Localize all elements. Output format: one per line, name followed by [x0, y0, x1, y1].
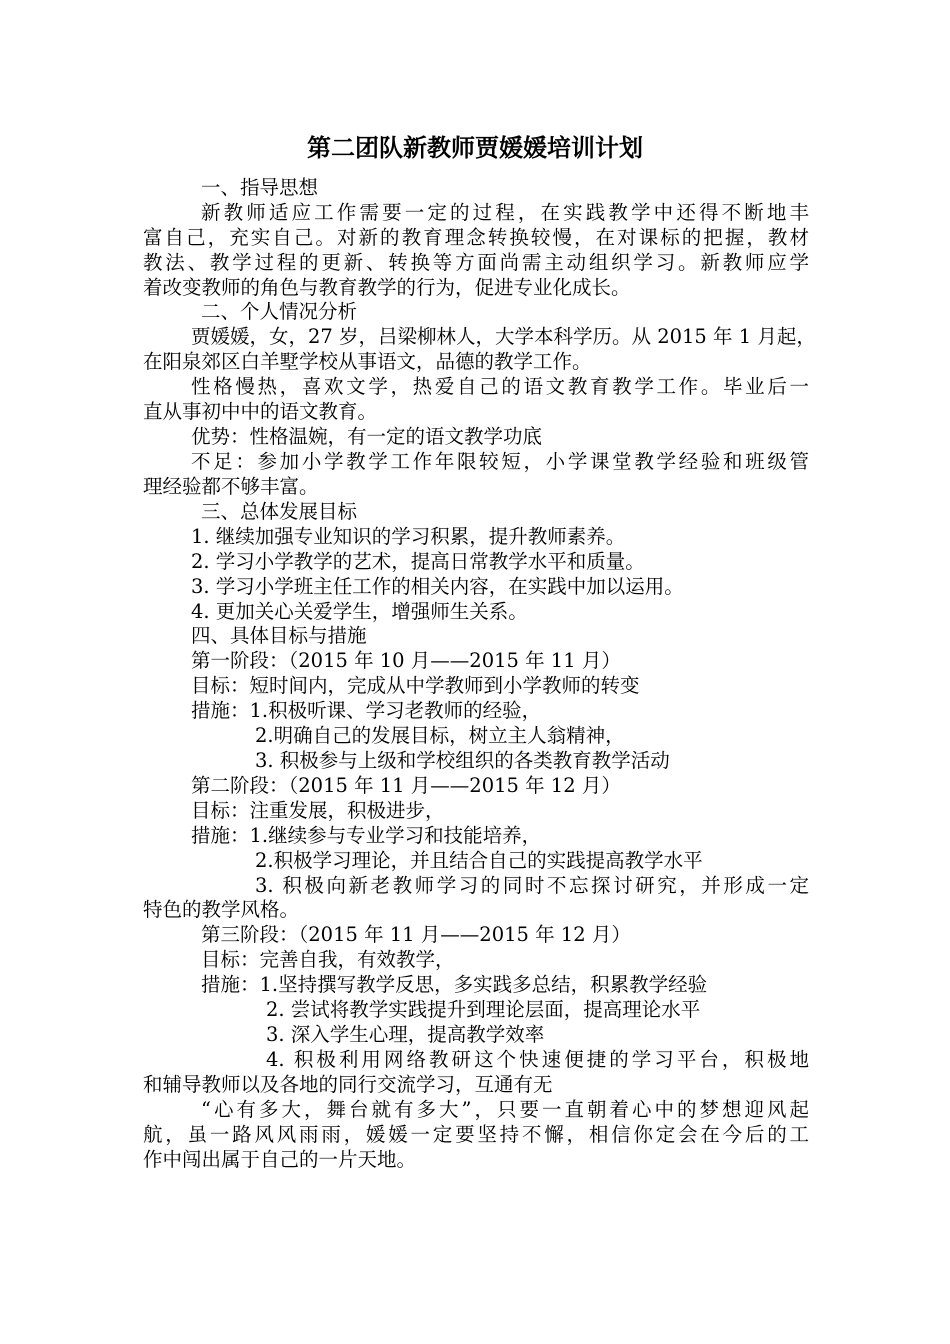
stage-measure: 措施：1.积极听课、学习老教师的经验， [191, 699, 542, 722]
paragraph-line: 特色的教学风格。 [143, 898, 300, 921]
goal-item: 1. 继续加强专业知识的学习积累，提升教师素养。 [191, 525, 626, 548]
paragraph-line: 优势：性格温婉，有一定的语文教学功底 [191, 425, 543, 448]
closing-paragraph-line: “心有多大，舞台就有多大”，只要一直朝着心中的梦想迎风起 [201, 1098, 809, 1121]
stage-measure: 4. 积极利用网络教研这个快速便捷的学习平台，积极地 [266, 1048, 809, 1071]
stage-goal: 目标：完善自我，有效教学， [201, 948, 455, 971]
paragraph-line: 新教师适应工作需要一定的过程，在实践教学中还得不断地丰 [201, 201, 809, 224]
stage-goal: 目标：注重发展，积极进步， [191, 799, 445, 822]
goal-item: 3. 学习小学班主任工作的相关内容，在实践中加以运用。 [191, 575, 684, 598]
closing-paragraph-line: 航，虽一路风风雨雨，媛媛一定要坚持不懈，相信你定会在今后的工 [143, 1123, 809, 1146]
stage-goal: 目标：短时间内，完成从中学教师到小学教师的转变 [191, 674, 640, 697]
stage-heading: 第一阶段：（2015 年 10 月——2015 年 11 月） [191, 649, 621, 672]
paragraph-line: 在阳泉郊区白羊墅学校从事语文，品德的教学工作。 [143, 350, 592, 373]
stage-measure: 3. 积极参与上级和学校组织的各类教育教学活动 [255, 749, 670, 772]
paragraph-line: 教法、教学过程的更新、转换等方面尚需主动组织学习。新教师应学 [143, 251, 809, 274]
stage-measure: 2.明确自己的发展目标，树立主人翁精神， [255, 724, 625, 747]
section-heading-specific-goals: 四、具体目标与措施 [191, 624, 367, 647]
stage-measure: 2.积极学习理论，并且结合自己的实践提高教学水平 [255, 849, 703, 872]
paragraph-line: 直从事初中中的语文教育。 [143, 400, 378, 423]
closing-paragraph-line: 作中闯出属于自己的一片天地。 [143, 1148, 417, 1171]
paragraph-line: 富自己，充实自己。对新的教育理念转换较慢，在对课标的把握，教材 [143, 226, 809, 249]
section-heading-guiding-idea: 一、指导思想 [201, 176, 319, 199]
paragraph-line: 着改变教师的角色与教育教学的行为，促进专业化成长。 [143, 276, 631, 299]
paragraph-line: 和辅导教师以及各地的同行交流学习，互通有无 [143, 1073, 553, 1096]
paragraph-line: 性格慢热，喜欢文学，热爱自己的语文教育教学工作。毕业后一 [191, 375, 809, 398]
document-title: 第二团队新教师贾媛媛培训计划 [307, 133, 643, 162]
stage-heading: 第三阶段：（2015 年 11 月——2015 年 12 月） [201, 923, 631, 946]
section-heading-overall-goals: 三、总体发展目标 [201, 500, 358, 523]
paragraph-line: 理经验都不够丰富。 [143, 475, 319, 498]
section-heading-personal-analysis: 二、个人情况分析 [201, 300, 358, 323]
paragraph-line: 贾媛媛，女，27 岁，吕梁柳林人，大学本科学历。从 2015 年 1 月起， [191, 325, 816, 348]
paragraph-line: 不足：参加小学教学工作年限较短，小学课堂教学经验和班级管 [191, 450, 809, 473]
stage-measure: 措施：1.继续参与专业学习和技能培养， [191, 824, 542, 847]
stage-heading: 第二阶段：（2015 年 11 月——2015 年 12 月） [191, 774, 621, 797]
stage-measure: 2. 尝试将教学实践提升到理论层面，提高理论水平 [266, 998, 701, 1021]
stage-measure: 3. 积极向新老教师学习的同时不忘探讨研究，并形成一定 [255, 874, 809, 897]
stage-measure: 3. 深入学生心理，提高教学效率 [266, 1023, 545, 1046]
goal-item: 2. 学习小学教学的艺术，提高日常教学水平和质量。 [191, 550, 645, 573]
goal-item: 4. 更加关心关爱学生，增强师生关系。 [191, 600, 528, 623]
stage-measure: 措施：1.坚持撰写教学反思，多实践多总结，积累教学经验 [201, 973, 708, 996]
